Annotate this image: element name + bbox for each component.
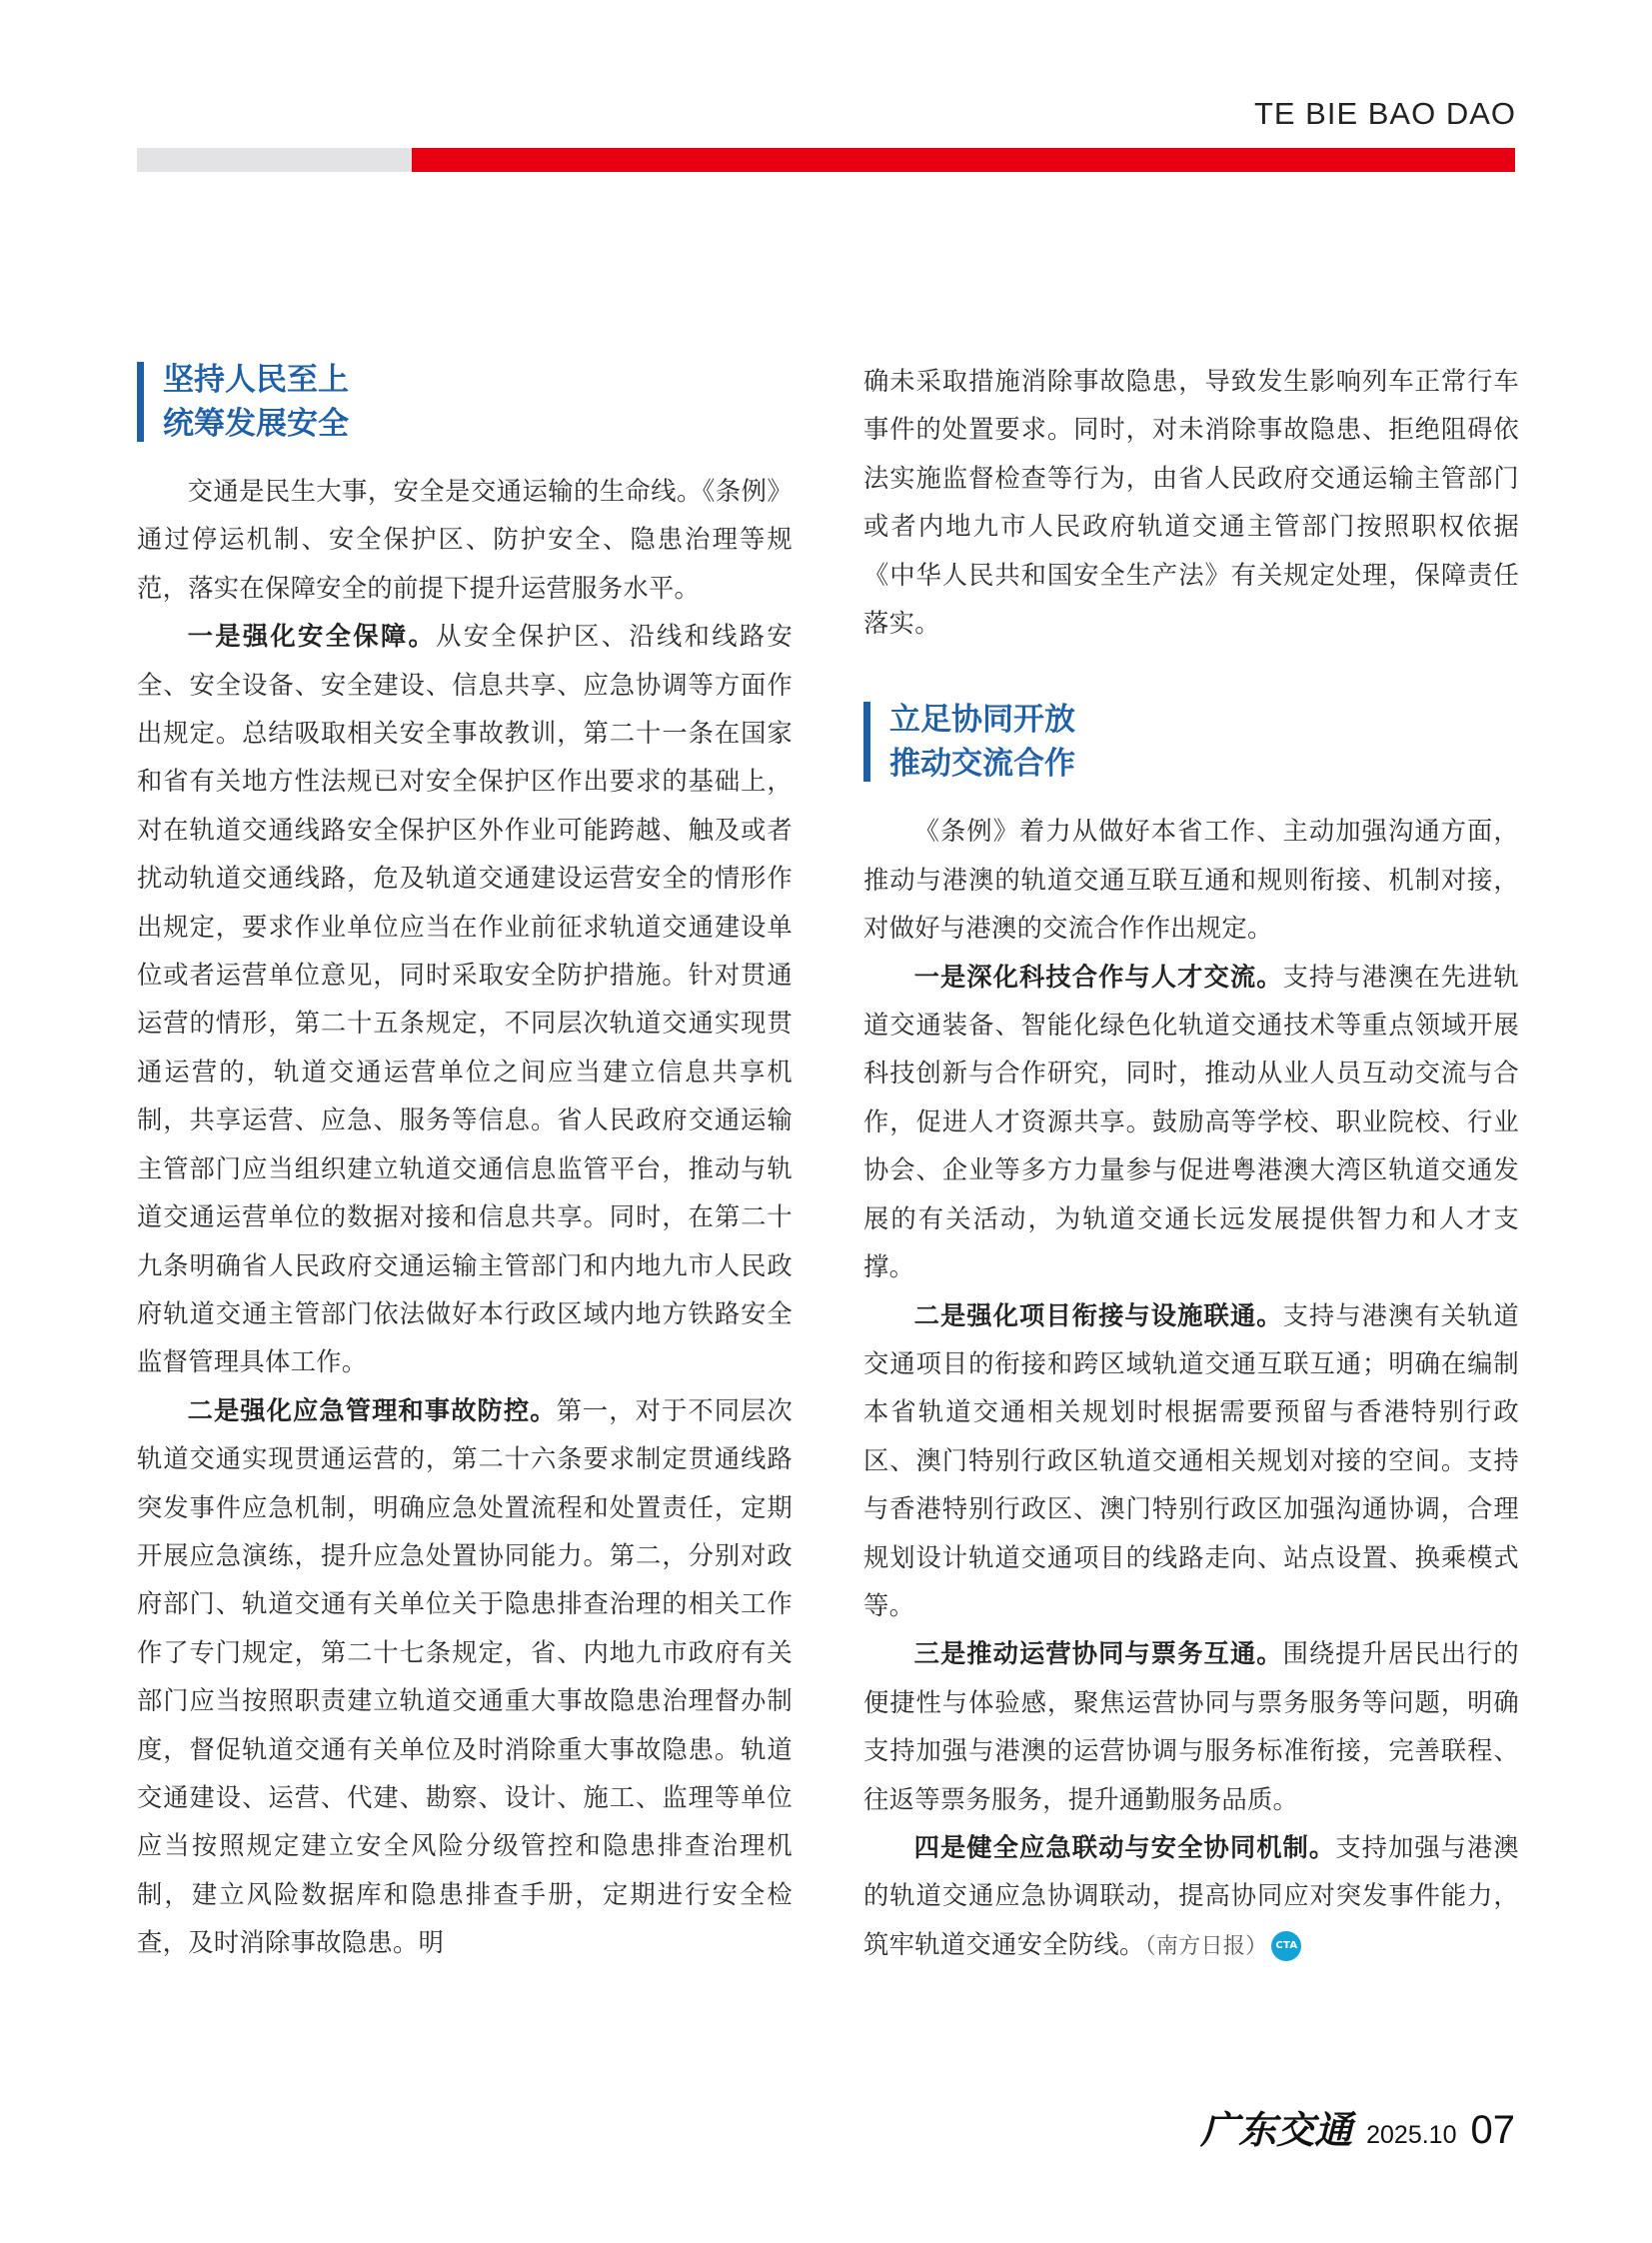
magazine-logo: 广东交通 (1200, 2107, 1353, 2152)
paragraph-body: 支持与港澳在先进轨道交通装备、智能化绿色化轨道交通技术等重点领域开展科技创新与合作研究，同时，推动从业人员互动交流与合作，促进人才资源共享。鼓励高等学校、职业院校、行业协会、企业等多方力量参与促进粤港澳大湾区轨道交通发展的有关活动，为轨道交通长远发展提供智力和人才支撑。 (863, 962, 1519, 1282)
paragraph-body: 从安全保护区、沿线和线路安全、安全设备、安全建设、信息共享、应急协调等方面作出规定。总结吸取相关安全事故教训，第二十一条在国家和省有关地方性法规已对安全保护区作出要求的基础上，对在轨道交通线路安全保护区外作业可能跨越、触及或者扰动轨道交通线路，危及轨道交通建设运营安全的情形作出规定，要求作业单位应当在作业前征求轨道交通建设单位或者运营单位意见，同时采取安全防护措施。针对贯通运营的情形，第二十五条规定，不同层次轨道交通实现贯通运营的，轨道交通运营单位之间应当建立信息共享机制，共享运营、应急、服务等信息。省人民政府交通运输主管部门应当组织建立轨道交通信息监管平台，推动与轨道交通运营单位的数据对接和信息共享。同时，在第二十九条明确省人民政府交通运输主管部门和内地九市人民政府轨道交通主管部门依法做好本行政区域内地方铁路安全监督管理具体工作。 (137, 622, 794, 1377)
section-heading-cooperation (863, 698, 1519, 786)
section-title-line-1: 坚持人民至上 (163, 362, 349, 398)
header-title: TE BIE BAO DAO (1253, 96, 1516, 131)
left-column (137, 358, 793, 1968)
paragraph-lead: 三是推动运营协同与票务互通。 (913, 1639, 1283, 1669)
paragraph-lead: 二是强化应急管理和事故防控。 (187, 1395, 557, 1425)
section-heading-safety (137, 358, 793, 446)
paragraph-lead: 二是强化项目衔接与设施联通。 (913, 1300, 1283, 1330)
right-column (863, 358, 1519, 1971)
source-credit: （南方日报） (1144, 1933, 1268, 1959)
paragraph-operation-ticketing (863, 1630, 1519, 1824)
page-number: 07 (1470, 2108, 1515, 2152)
header-bar-red (412, 148, 1515, 172)
header-bar-gray (137, 148, 412, 172)
paragraph-project-connection (863, 1292, 1519, 1631)
paragraph-lead: 一是强化安全保障。 (187, 622, 437, 652)
page-footer (1200, 2099, 1515, 2154)
paragraph-tech-talent (863, 954, 1519, 1292)
paragraph-emergency-linkage (863, 1824, 1519, 1971)
paragraph-body: 围绕提升居民出行的便捷性与体验感，聚焦运营协同与票务服务等问题，明确支持加强与港澳的运营协调与服务标准衔接，完善联程、往返等票务服务，提升通勤服务品质。 (863, 1639, 1519, 1814)
paragraph-body: 支持与港澳有关轨道交通项目的衔接和跨区域轨道交通互联互通；明确在编制本省轨道交通相关规划时根据需要预留与香港特别行政区、澳门特别行政区轨道交通相关规划对接的空间。支持与香港特别行政区、澳门特别行政区加强沟通协调，合理规划设计轨道交通项目的线路走向、站点设置、换乘模式等。 (863, 1300, 1519, 1620)
section-title-line-2: 推动交流合作 (889, 746, 1075, 783)
paragraph-lead: 四是健全应急联动与安全协同机制。 (913, 1832, 1336, 1862)
paragraph-body: 支持加强与港澳的轨道交通应急协调联动，提高协同应对突发事件能力，筑牢轨道交通安全防线。 (863, 1832, 1519, 1959)
paragraph-intro: 交通是民生大事，安全是交通运输的生命线。《条例》通过停运机制、安全保护区、防护安全、隐患治理等规范，落实在保障安全的前提下提升运营服务水平。 (137, 477, 793, 603)
cta-logo-icon: CTA (1271, 1931, 1301, 1961)
paragraph-safety-guarantee (137, 613, 793, 1387)
paragraph-emergency-management (137, 1387, 793, 1968)
paragraph-cooperation-intro: 《条例》着力从做好本省工作、主动加强沟通方面，推动与港澳的轨道交通互联互通和规则衔接、机制对接，对做好与港澳的交流合作作出规定。 (863, 817, 1519, 944)
paragraph-lead: 一是深化科技合作与人才交流。 (913, 962, 1283, 992)
paragraph-body: 第一，对于不同层次轨道交通实现贯通运营的，第二十六条要求制定贯通线路突发事件应急机制，明确应急处置流程和处置责任，定期开展应急演练，提升应急处置协同能力。第二，分别对政府部门、轨道交通有关单位关于隐患排查治理的相关工作作了专门规定，第二十七条规定，省、内地九市政府有关部门应当按照职责建立轨道交通重大事故隐患治理督办制度，督促轨道交通有关单位及时消除重大事故隐患。轨道交通建设、运营、代建、勘察、设计、施工、监理等单位应当按照规定建立安全风险分级管控和隐患排查治理机制，建立风险数据库和隐患排查手册，定期进行安全检查，及时消除事故隐患。明 (137, 1395, 793, 1958)
issue-date: 2025.10 (1366, 2121, 1457, 2149)
section-title-line-2: 统筹发展安全 (163, 406, 349, 442)
paragraph-continued: 确未采取措施消除事故隐患，导致发生影响列车正常行车事件的处置要求。同时，对未消除事故隐患、拒绝阻碍依法实施监督检查等行为，由省人民政府交通运输主管部门或者内地九市人民政府轨道交通主管部门按照职权依据《中华人民共和国安全生产法》有关规定处理，保障责任落实。 (863, 367, 1519, 639)
section-title-line-1: 立足协同开放 (889, 702, 1075, 739)
